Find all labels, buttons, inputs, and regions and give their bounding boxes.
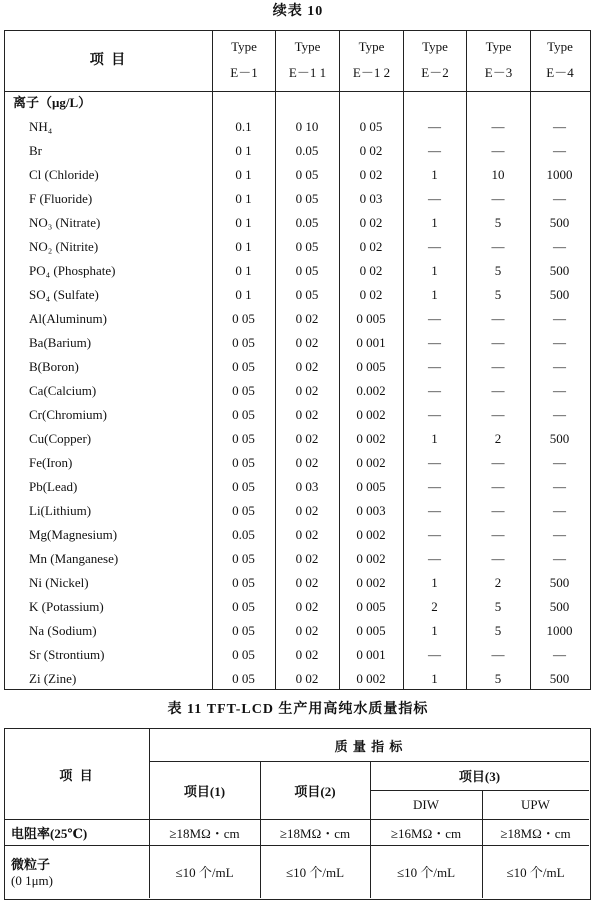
cell-value: 0 1: [235, 191, 252, 206]
cell-value: 0 002: [356, 575, 386, 590]
cell-value: —: [428, 191, 441, 206]
ion-name: F (Fluoride): [29, 191, 93, 206]
table-row: [5, 211, 590, 235]
cell-value: —: [553, 479, 566, 494]
table-row: [5, 523, 590, 547]
cell-value: 0 02: [295, 455, 319, 470]
cell-value: 0 005: [356, 359, 386, 374]
table-10-header: [5, 31, 590, 92]
cell-value: 1: [431, 263, 438, 278]
cell-value: —: [428, 479, 441, 494]
type-header-code: E－1: [230, 65, 258, 80]
cell-value: 500: [549, 263, 570, 278]
cell-value: —: [553, 455, 566, 470]
table-10-caption: 续表 10: [272, 4, 324, 19]
cell-value: 1: [431, 431, 438, 446]
cell-value: —: [491, 119, 505, 134]
cell-value: 0.05: [295, 215, 319, 230]
ion-name: Cu(Copper): [29, 431, 92, 446]
table-row: [5, 571, 590, 595]
type-header-label: Type: [294, 39, 321, 54]
cell-value: 0 05: [232, 551, 255, 566]
type-header-code: E－1 1: [288, 65, 327, 80]
cell-value: 0 05: [295, 263, 319, 278]
t11-item2-header: 项目(2): [294, 783, 336, 799]
table-row: [5, 283, 590, 307]
t11-upw-header: UPW: [521, 796, 550, 812]
cell-value: 2: [494, 431, 502, 446]
cell-value: 0 002: [356, 671, 386, 686]
t11-particle-label-cell: [5, 845, 149, 898]
cell-value: —: [428, 407, 441, 422]
cell-value: 0 1: [235, 143, 252, 158]
cell-value: 0 002: [356, 527, 386, 542]
cell-value: 0 02: [295, 671, 319, 686]
cell-value: 0 001: [356, 335, 386, 350]
cell-value: 0 02: [295, 623, 319, 638]
table-row: [5, 619, 590, 643]
table-row: [5, 187, 590, 211]
ion-name: NH₄: [29, 119, 53, 134]
cell-value: 0 02: [359, 287, 383, 302]
cell-value: 0 005: [356, 479, 386, 494]
ion-name: Cr(Chromium): [29, 407, 107, 422]
cell-value: 1: [431, 167, 438, 182]
cell-value: —: [491, 527, 505, 542]
cell-value: 0.05: [295, 143, 319, 158]
cell-value: 0 05: [232, 311, 255, 326]
cell-value: 5: [494, 287, 502, 302]
cell-value: —: [553, 383, 566, 398]
cell-value: —: [553, 551, 566, 566]
cell-value: 5: [494, 623, 502, 638]
cell-value: —: [553, 359, 566, 374]
t11-resistivity-item2: ≥18MΩ・cm: [279, 825, 351, 841]
table-row: [5, 475, 590, 499]
ion-name: Br: [29, 143, 42, 158]
cell-value: —: [428, 383, 441, 398]
ion-name: PO₄ (Phosphate): [29, 263, 116, 278]
ion-name: Ni (Nickel): [29, 575, 89, 590]
cell-value: 0 05: [232, 479, 255, 494]
table-10-body: [5, 91, 590, 689]
t11-quality-header: 质 量 指 标: [334, 738, 404, 754]
type-header-5: [466, 31, 530, 91]
cell-value: 0 05: [232, 623, 255, 638]
cell-value: 0 03: [295, 479, 319, 494]
cell-value: 0 02: [359, 239, 383, 254]
cell-value: —: [428, 359, 441, 374]
cell-value: —: [491, 647, 505, 662]
ion-name: Fe(Iron): [29, 455, 73, 470]
cell-value: 0 02: [295, 647, 319, 662]
cell-value: 0 02: [295, 335, 319, 350]
type-header-code: E－4: [546, 65, 574, 80]
cell-value: 5: [494, 599, 502, 614]
cell-value: 0 005: [356, 623, 386, 638]
cell-value: 0 02: [295, 599, 319, 614]
cell-value: 0 05: [295, 191, 319, 206]
table-row: [5, 139, 590, 163]
cell-value: —: [553, 239, 566, 254]
ion-name: SO₄ (Sulfate): [29, 287, 99, 302]
type-header-2: [275, 31, 339, 91]
t11-resistivity-label: 电阻率(25℃): [11, 825, 88, 841]
cell-value: —: [553, 119, 566, 134]
type-header-code: E－3: [484, 65, 513, 80]
t11-particle-size: (0 1μm): [11, 873, 53, 888]
t11-particle-item1: ≤10 个/mL: [175, 865, 234, 880]
type-header-3: [339, 31, 403, 91]
cell-value: —: [428, 335, 441, 350]
cell-value: 1000: [546, 167, 573, 182]
ion-name: Zi (Zine): [29, 671, 77, 686]
cell-value: 5: [494, 671, 502, 686]
type-header-label: Type: [547, 39, 573, 54]
cell-value: —: [553, 335, 566, 350]
table-row: [5, 499, 590, 523]
cell-value: 0 02: [295, 503, 319, 518]
cell-value: 0 02: [295, 575, 319, 590]
type-header-1: [212, 31, 275, 91]
cell-value: 0 003: [356, 503, 386, 518]
cell-value: 0 02: [359, 143, 383, 158]
cell-value: 0 1: [235, 239, 252, 254]
cell-value: 0 05: [232, 455, 255, 470]
type-header-label: Type: [231, 39, 257, 54]
cell-value: —: [491, 407, 505, 422]
t11-particle-item2: ≤10 个/mL: [285, 865, 345, 880]
cell-value: 5: [494, 215, 502, 230]
cell-value: 0 05: [295, 167, 319, 182]
cell-value: —: [428, 503, 441, 518]
cell-value: 0 05: [232, 647, 255, 662]
cell-value: 1: [431, 215, 438, 230]
cell-value: 0 02: [295, 551, 319, 566]
cell-value: 1: [431, 671, 438, 686]
t11-particle-upw: ≤10 个/mL: [506, 865, 565, 880]
table-10: [4, 30, 591, 690]
cell-value: —: [428, 551, 441, 566]
cell-value: 5: [494, 263, 502, 278]
section-label: 离子（μg/L）: [13, 95, 92, 110]
type-header-label: Type: [358, 39, 385, 54]
cell-value: 0 1: [235, 263, 252, 278]
cell-value: 1: [431, 287, 438, 302]
cell-value: 0 02: [295, 407, 319, 422]
cell-value: 0 02: [295, 311, 319, 326]
type-header-4: [403, 31, 466, 91]
table-row: [5, 379, 590, 403]
cell-value: 0 02: [295, 527, 319, 542]
cell-value: 0 002: [356, 551, 386, 566]
ion-name: NO₃ (Nitrate): [29, 215, 101, 230]
table-row: [5, 259, 590, 283]
cell-value: —: [553, 191, 566, 206]
ion-name: Cl (Chloride): [29, 167, 99, 182]
cell-value: —: [553, 407, 566, 422]
cell-value: —: [491, 551, 505, 566]
section-row: [5, 91, 590, 115]
cell-value: 0 001: [356, 647, 386, 662]
cell-value: 0 05: [232, 575, 255, 590]
table-row: [5, 427, 590, 451]
table-11-caption: 表 11 TFT-LCD 生产用高纯水质量指标: [167, 702, 429, 717]
table-row: [5, 547, 590, 571]
cell-value: 0 05: [232, 335, 255, 350]
cell-value: 0 002: [356, 455, 386, 470]
cell-value: 0 1: [235, 287, 252, 302]
cell-value: —: [428, 311, 441, 326]
cell-value: —: [428, 143, 441, 158]
cell-value: 0 05: [232, 407, 255, 422]
cell-value: —: [553, 143, 566, 158]
cell-value: 0 05: [232, 431, 255, 446]
ion-name: Pb(Lead): [29, 479, 78, 494]
cell-value: 0 05: [295, 239, 319, 254]
cell-value: 0.002: [356, 383, 386, 398]
cell-value: 0 05: [232, 503, 255, 518]
table-row: [5, 331, 590, 355]
type-header-label: Type: [422, 39, 448, 54]
ion-name: Sr (Strontium): [29, 647, 105, 662]
t11-item3-header: 项目(3): [458, 769, 501, 784]
table-row: [5, 307, 590, 331]
ion-name: B(Boron): [29, 359, 79, 374]
cell-value: 0 05: [232, 671, 255, 686]
cell-value: —: [491, 503, 505, 518]
type-header-label: Type: [485, 39, 512, 54]
cell-value: 1: [431, 575, 438, 590]
ion-name: NO₂ (Nitrite): [29, 239, 99, 254]
ion-name: Na (Sodium): [29, 623, 97, 638]
type-header-code: E－2: [421, 65, 449, 80]
ion-name: Li(Lithium): [29, 503, 92, 518]
ion-name: Al(Aluminum): [29, 311, 107, 326]
cell-value: 0 03: [359, 191, 383, 206]
cell-value: 0 1: [235, 167, 252, 182]
cell-value: —: [428, 647, 441, 662]
table-row: [5, 451, 590, 475]
table-11: [4, 728, 591, 900]
cell-value: 500: [549, 431, 570, 446]
cell-value: 0 005: [356, 599, 386, 614]
cell-value: —: [428, 239, 441, 254]
cell-value: —: [553, 527, 566, 542]
cell-value: 0 02: [295, 383, 319, 398]
cell-value: 0 02: [359, 215, 383, 230]
ion-name: Ca(Calcium): [29, 383, 97, 398]
cell-value: 0 002: [356, 407, 386, 422]
cell-value: —: [428, 455, 441, 470]
table-row: [5, 355, 590, 379]
cell-value: 0.1: [235, 119, 252, 134]
cell-value: —: [491, 239, 505, 254]
t11-resistivity-upw: ≥18MΩ・cm: [500, 825, 571, 841]
t11-resistivity-diw: ≥16MΩ・cm: [390, 825, 462, 841]
cell-value: 2: [431, 599, 438, 614]
cell-value: —: [553, 647, 566, 662]
cell-value: 0 02: [359, 263, 383, 278]
cell-value: 1000: [546, 623, 573, 638]
t11-particle-diw: ≤10 个/mL: [396, 865, 456, 880]
cell-value: 0 05: [232, 359, 255, 374]
table-row: [5, 403, 590, 427]
cell-value: 500: [549, 287, 570, 302]
ion-name: Mn (Manganese): [29, 551, 119, 566]
t11-particle-label: 微粒子: [11, 857, 51, 872]
cell-value: —: [491, 479, 505, 494]
cell-value: 0 10: [295, 119, 319, 134]
cell-value: 0 05: [232, 383, 255, 398]
cell-value: 500: [549, 575, 570, 590]
cell-value: —: [491, 383, 505, 398]
cell-value: 500: [549, 599, 570, 614]
ion-name: K (Potassium): [29, 599, 104, 614]
cell-value: —: [553, 311, 566, 326]
cell-value: —: [491, 311, 505, 326]
cell-value: —: [491, 143, 505, 158]
cell-value: 500: [549, 215, 570, 230]
cell-value: —: [553, 503, 566, 518]
cell-value: 0 1: [235, 215, 252, 230]
cell-value: 0 05: [232, 599, 255, 614]
t11-resistivity-item1: ≥18MΩ・cm: [169, 825, 240, 841]
ion-name: Ba(Barium): [29, 335, 92, 350]
cell-value: 0 02: [295, 431, 319, 446]
cell-value: 0 02: [295, 359, 319, 374]
table-row: [5, 595, 590, 619]
cell-value: —: [491, 191, 505, 206]
table-row: [5, 163, 590, 187]
cell-value: 2: [494, 575, 502, 590]
ion-name: Mg(Magnesium): [29, 527, 118, 542]
item-header: 项 目: [89, 53, 128, 68]
cell-value: —: [428, 119, 441, 134]
table-row: [5, 643, 590, 667]
cell-value: 10: [491, 167, 505, 182]
cell-value: 0.05: [232, 527, 255, 542]
cell-value: 1: [431, 623, 438, 638]
type-header-6: [530, 31, 589, 91]
cell-value: 0 005: [356, 311, 386, 326]
table-row: [5, 667, 590, 691]
cell-value: 0 05: [359, 119, 383, 134]
cell-value: —: [491, 359, 505, 374]
cell-value: 0 05: [295, 287, 319, 302]
cell-value: —: [491, 335, 505, 350]
cell-value: —: [428, 527, 441, 542]
t11-item1-header: 项目(1): [183, 783, 226, 799]
cell-value: 500: [549, 671, 570, 686]
t11-item-header: 项 目: [59, 767, 95, 783]
cell-value: 0 002: [356, 431, 386, 446]
table-row: [5, 115, 590, 139]
cell-value: —: [491, 455, 505, 470]
table-row: [5, 235, 590, 259]
type-header-code: E－1 2: [352, 65, 391, 80]
t11-diw-header: DIW: [413, 796, 439, 812]
cell-value: 0 02: [359, 167, 383, 182]
